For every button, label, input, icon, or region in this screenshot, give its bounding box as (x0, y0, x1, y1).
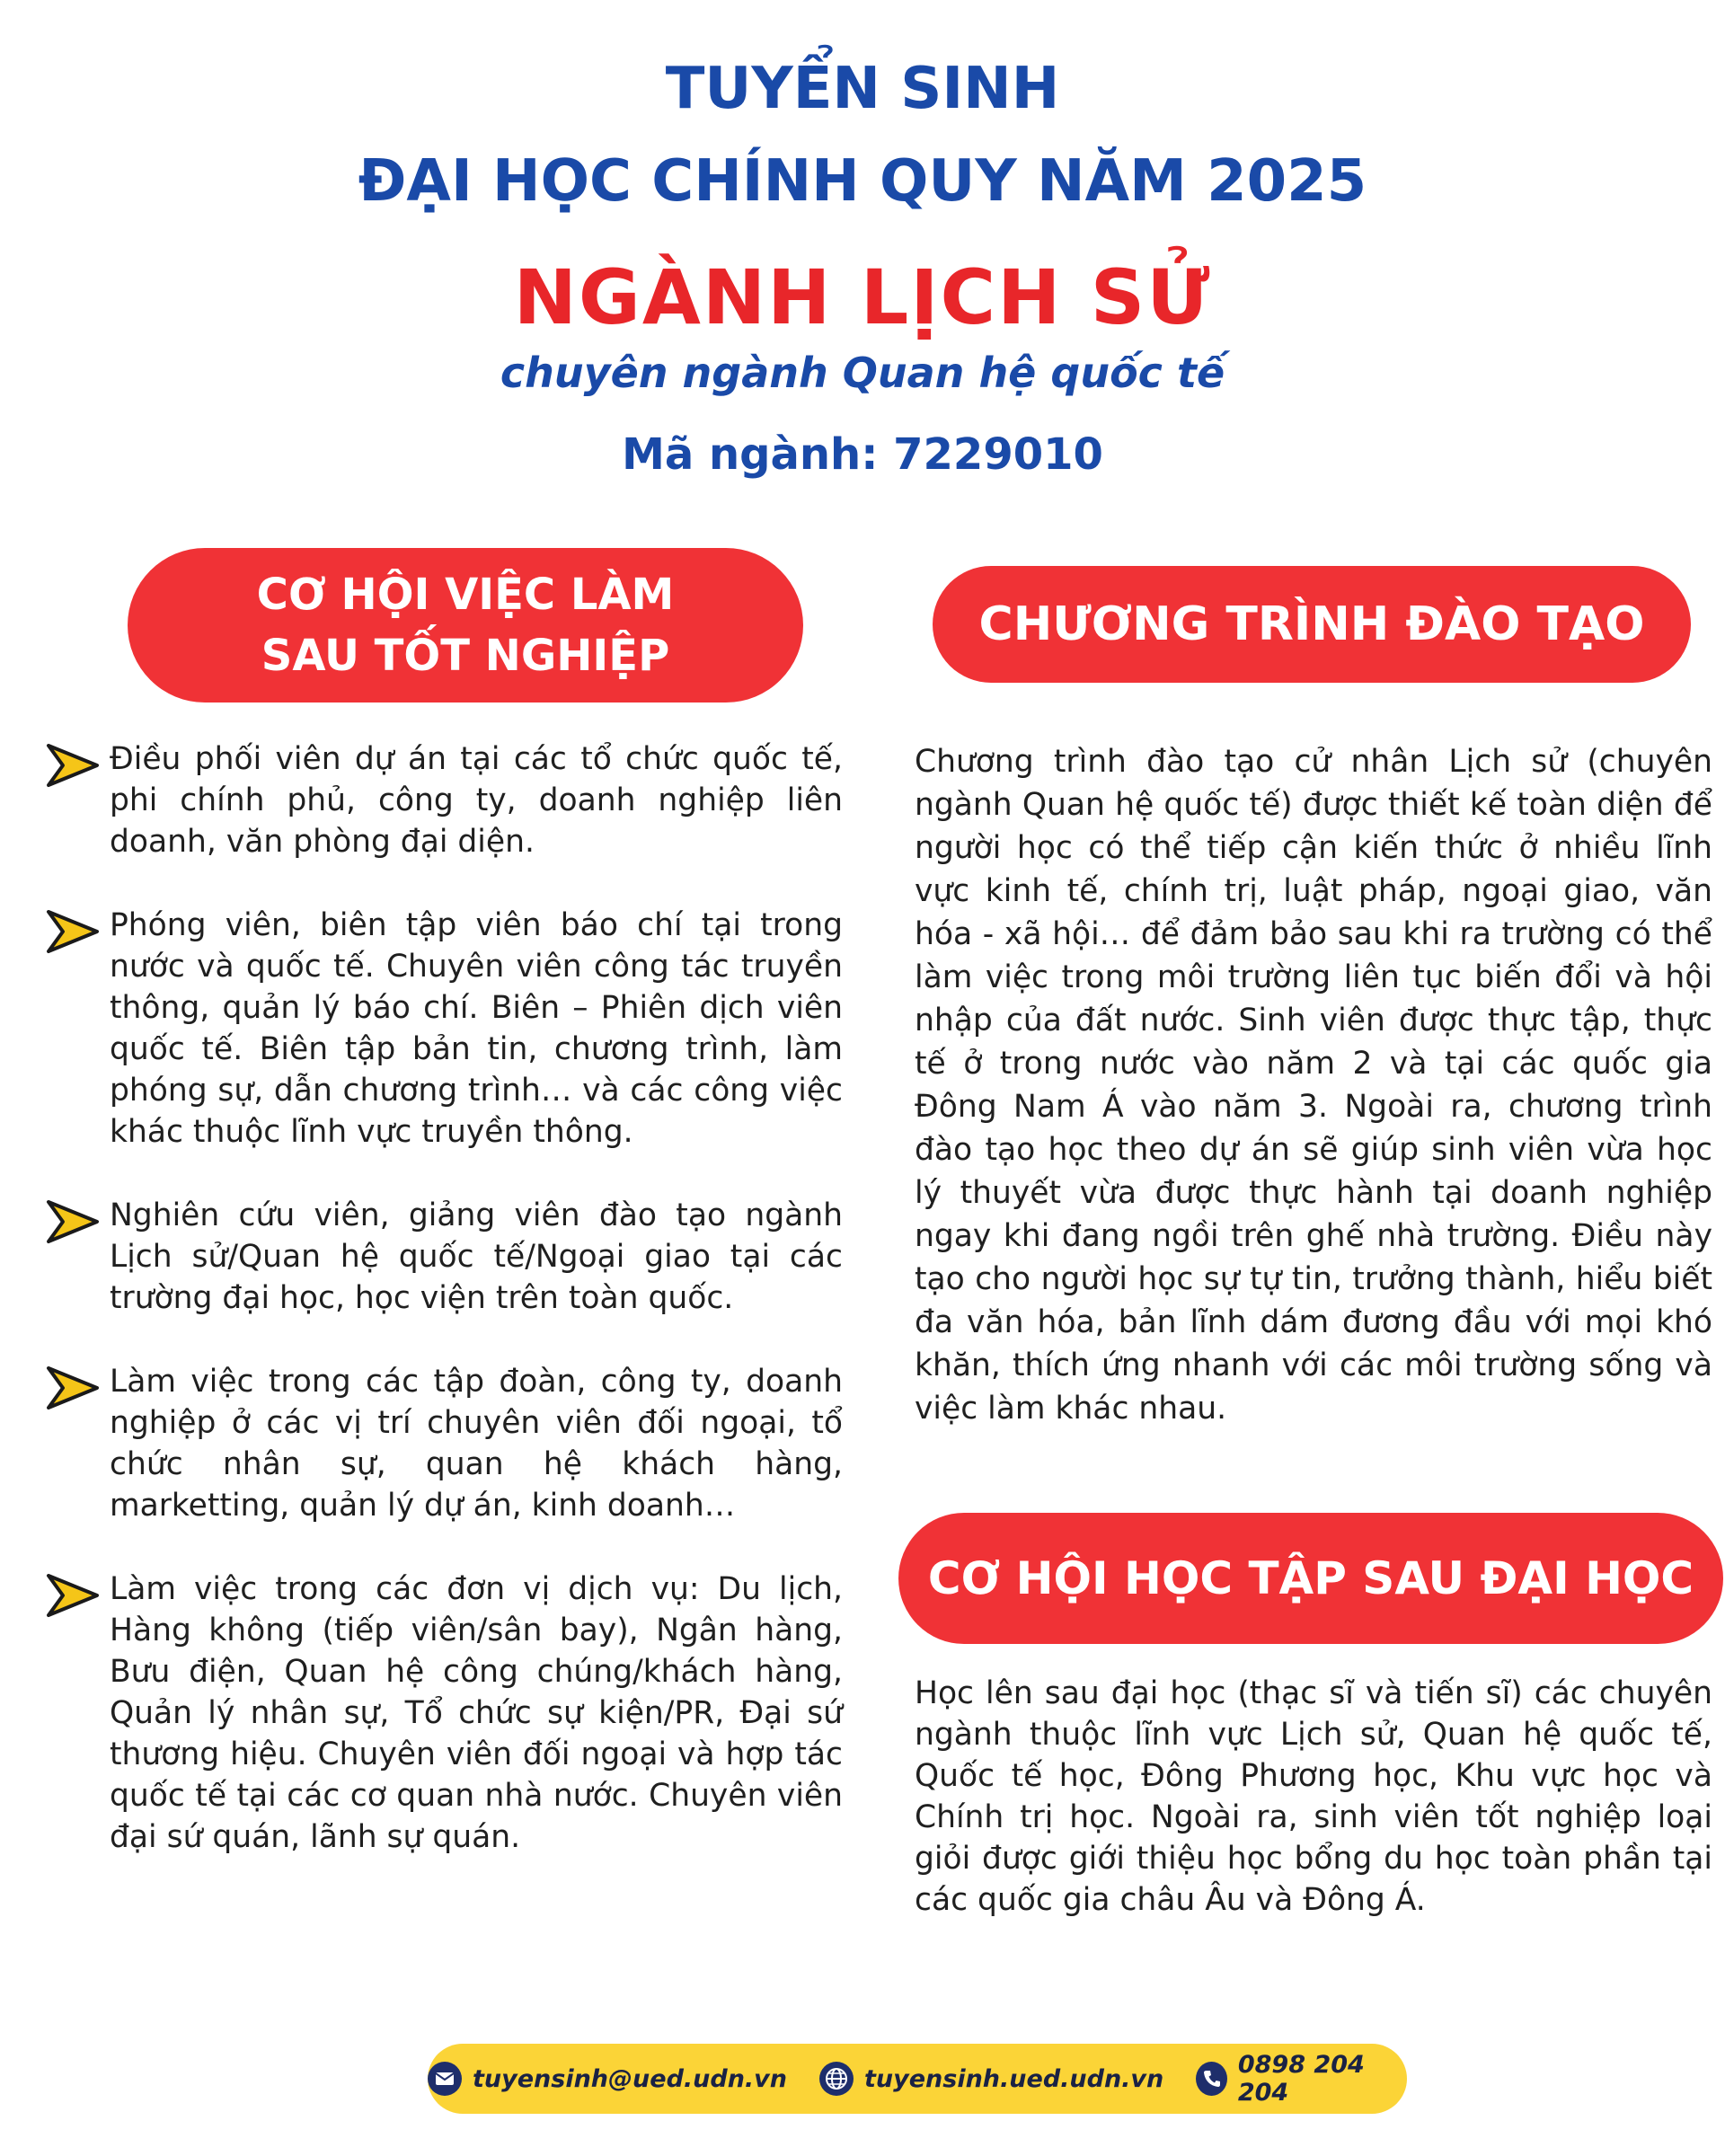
list-item (45, 905, 843, 1153)
website-link[interactable]: tuyensinh.ued.udn.vn (864, 2064, 1164, 2093)
email-link[interactable]: tuyensinh@ued.udn.vn (473, 2064, 787, 2093)
phone-number[interactable]: 0898 204 204 (1237, 2051, 1365, 2107)
mail-icon (428, 2062, 462, 2096)
chevron-right-icon (45, 1572, 101, 1619)
postgrad-section-heading (898, 1513, 1723, 1644)
globe-icon (819, 2062, 854, 2096)
postgrad-heading-text: CƠ HỘI HỌC TẬP SAU ĐẠI HỌC (927, 1552, 1694, 1604)
chevron-right-icon (45, 908, 101, 955)
contact-phone[interactable] (1196, 2051, 1407, 2107)
specialization-subtitle: chuyên ngành Quan hệ quốc tế (500, 349, 1225, 397)
phone-icon (1196, 2062, 1227, 2096)
major-title: NGÀNH LỊCH SỬ (513, 253, 1212, 341)
job-item-text: Điều phối viên dự án tại các tổ chức quốc tế, phi chính phủ, công ty, doanh nghiệp liên doanh, văn phòng đại diện. (110, 741, 843, 860)
job-item-text: Nghiên cứu viên, giảng viên đào tạo ngành Lịch sử/Quan hệ quốc tế/Ngoại giao tại các trường đại học, học viện trên toàn quốc. (110, 1197, 843, 1316)
job-item-text: Làm việc trong các tập đoàn, công ty, doanh nghiệp ở các vị trí chuyên viên đối ngoại, tổ chức nhân sự, quan hệ khách hàng, marketting, quản lý dự án, kinh doanh… (110, 1364, 843, 1524)
jobs-heading-line1: CƠ HỘI VIỆC LÀM (256, 570, 675, 620)
contact-bar (428, 2044, 1407, 2114)
contact-website[interactable] (819, 2062, 1163, 2096)
chevron-right-icon (45, 742, 101, 789)
header-title-line1: TUYỂN SINH (665, 56, 1060, 122)
contact-email[interactable] (428, 2062, 787, 2096)
list-item (45, 1361, 843, 1526)
jobs-section-heading (128, 548, 803, 702)
chevron-right-icon (45, 1365, 101, 1411)
program-section-heading (933, 566, 1691, 683)
program-heading-text: CHƯƠNG TRÌNH ĐÀO TẠO (978, 597, 1645, 651)
list-item (45, 1195, 843, 1319)
job-item-text: Làm việc trong các đơn vị dịch vụ: Du lịch, Hàng không (tiếp viên/sân bay), Ngân hàng, Bưu điện, Quan hệ công chúng/khách hàng, Quản lý nhân sự, Tổ chức sự kiện/PR, Đại sứ thương hiệu. Chuyên viên đối ngoại và hợp tác quốc tế tại các cơ quan nhà nước. Chuyên viên đại sứ quán, lãnh sự quán. (110, 1571, 843, 1855)
jobs-list (45, 738, 843, 1900)
major-code: Mã ngành: 7229010 (622, 429, 1103, 480)
list-item (45, 1568, 843, 1858)
list-item (45, 738, 843, 862)
chevron-right-icon (45, 1198, 101, 1245)
job-item-text: Phóng viên, biên tập viên báo chí tại trong nước và quốc tế. Chuyên viên công tác truyền thông, quản lý báo chí. Biên – Phiên dịch viên quốc tế. Biên tập bản tin, chương trình, làm phóng sự, dẫn chương trình… và các công việc khác thuộc lĩnh vực truyền thông. (110, 907, 843, 1150)
program-description: Chương trình đào tạo cử nhân Lịch sử (chuyên ngành Quan hệ quốc tế) được thiết kế toàn diện để người học có thể tiếp cận kiến thức ở nhiều lĩnh vực kinh tế, chính trị, luật pháp, ngoại giao, văn hóa - xã hội… để đảm bảo sau khi ra trường có thể làm việc trong môi trường liên tục biến đổi và hội nhập của đất nước. Sinh viên được thực tập, thực tế ở trong nước vào năm 2 và tại các quốc gia Đông Nam Á vào năm 3. Ngoài ra, chương trình đào tạo học theo dự án sẽ giúp sinh viên vừa học lý thuyết vừa được thực hành tại doanh nghiệp ngay khi đang ngồi trên ghế nhà trường. Điều này tạo cho người học sự tự tin, trưởng thành, hiểu biết đa văn hóa, bản lĩnh dám đương đầu với mọi khó khăn, thích ứng nhanh với các môi trường sống và việc làm khác nhau. (915, 744, 1712, 1427)
postgrad-description: Học lên sau đại học (thạc sĩ và tiến sĩ) các chuyên ngành thuộc lĩnh vực Lịch sử, Quan hệ quốc tế, Quốc tế học, Đông Phương học, Khu vực học và Chính trị học. Ngoài ra, sinh viên tốt nghiệp loại giỏi được giới thiệu học bổng du học toàn phần tại các quốc gia châu Âu và Đông Á. (915, 1675, 1712, 1918)
header-title-line2: ĐẠI HỌC CHÍNH QUY NĂM 2025 (358, 148, 1367, 215)
jobs-heading-line2: SAU TỐT NGHIỆP (261, 631, 670, 681)
